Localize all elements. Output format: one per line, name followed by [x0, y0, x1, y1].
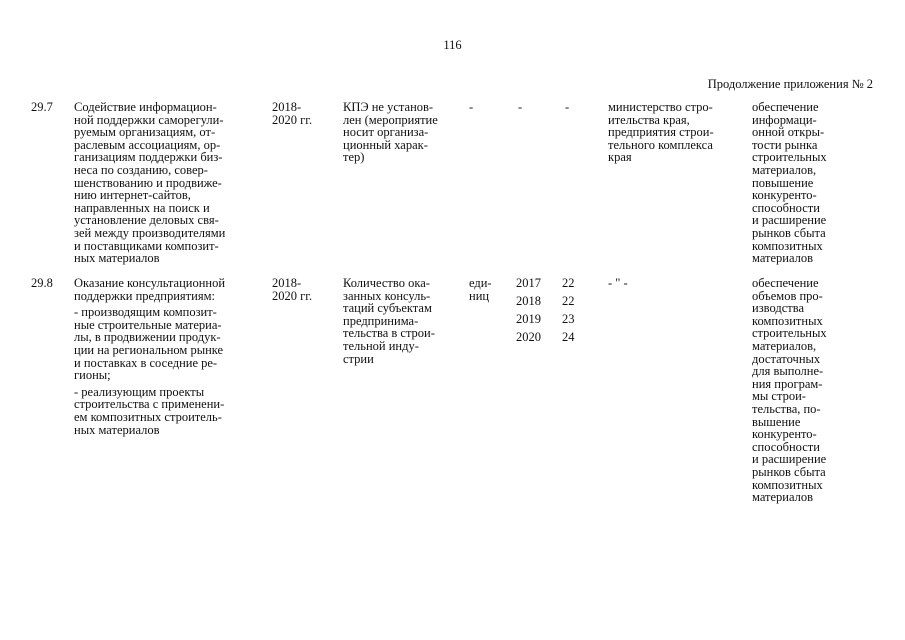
- list-value: 24: [562, 330, 575, 344]
- appendix-continuation-note: Продолжение приложения № 2: [707, 77, 873, 91]
- text-line: лен (мероприятие: [343, 112, 438, 127]
- measure-name-paragraph: [74, 277, 264, 302]
- text-line: строительных: [752, 150, 827, 165]
- list-value: 2020: [516, 330, 541, 344]
- target-value: -: [565, 100, 570, 114]
- target-year: -: [518, 100, 523, 114]
- text-line: направленных на поиск и: [74, 200, 210, 215]
- text-line: ные строительные материа-: [74, 317, 222, 332]
- text-line: тельной инду-: [343, 338, 419, 353]
- text-line: - реализующим проекты: [74, 384, 205, 399]
- text-line: ционный харак-: [343, 137, 428, 152]
- text-line: зей между производителями: [74, 225, 226, 240]
- text-line: рынков сбыта: [752, 225, 826, 240]
- list-value: 23: [562, 312, 575, 326]
- text-line: конкуренто-: [752, 427, 817, 442]
- text-line: тельства в строи-: [343, 326, 435, 341]
- text-line: объемов про-: [752, 288, 823, 303]
- row-number: 29.8: [31, 276, 53, 290]
- text-line: мы строи-: [752, 389, 806, 404]
- text-line: тости рынка: [752, 137, 818, 152]
- text-line: конкуренто-: [752, 188, 817, 203]
- expected-result: [752, 101, 882, 265]
- text-line: информаци-: [752, 112, 817, 127]
- list-value: 22: [562, 294, 575, 308]
- text-line: ния програм-: [752, 376, 823, 391]
- text-line: способности: [752, 439, 820, 454]
- text-line: Оказание консультационной: [74, 276, 226, 290]
- text-line: носит организа-: [343, 125, 429, 140]
- text-line: и поставках в соседние ре-: [74, 355, 218, 370]
- executor: [608, 101, 738, 164]
- unit: -: [469, 100, 474, 114]
- text-line: материалов: [752, 251, 814, 266]
- text-line: ем композитных строитель-: [74, 409, 222, 424]
- list-value: 2019: [516, 312, 541, 326]
- text-line: вышение: [752, 414, 801, 429]
- text-line: нию интернет-сайтов,: [74, 188, 191, 203]
- implementation-period: [272, 101, 336, 126]
- text-line: 2018-: [272, 100, 302, 114]
- text-line: предприятия строи-: [608, 125, 714, 140]
- text-line: неса по созданию, совер-: [74, 162, 208, 177]
- text-line: края: [608, 150, 632, 165]
- text-line: таций субъектам: [343, 301, 432, 316]
- text-line: ниц: [469, 288, 490, 303]
- text-line: установление деловых свя-: [74, 213, 219, 228]
- text-line: обеспечение: [752, 276, 819, 290]
- text-line: ганизациям поддержки биз-: [74, 150, 223, 165]
- text-line: и расширение: [752, 213, 827, 228]
- text-line: - производящим композит-: [74, 305, 217, 320]
- measure-name-paragraph: [74, 386, 264, 436]
- text-line: гионы;: [74, 368, 111, 383]
- text-line: тельного комплекса: [608, 137, 713, 152]
- text-line: и поставщиками композит-: [74, 238, 219, 253]
- text-line: поддержки предприятиям:: [74, 288, 215, 303]
- text-line: обеспечение: [752, 100, 819, 114]
- list-value: 2017: [516, 276, 541, 290]
- text-line: материалов,: [752, 162, 817, 177]
- text-line: 2020 гг.: [272, 112, 313, 127]
- text-line: лы, в продвижении продук-: [74, 330, 221, 345]
- indicator: [343, 101, 461, 164]
- text-line: материалов: [752, 490, 814, 505]
- text-line: достаточных: [752, 351, 821, 366]
- unit: [469, 277, 509, 302]
- text-line: Содействие информацион-: [74, 100, 217, 114]
- text-line: строительных: [752, 326, 827, 341]
- text-line: способности: [752, 200, 820, 215]
- text-line: ных материалов: [74, 251, 160, 266]
- target-years: [516, 274, 550, 346]
- measure-name: [74, 277, 264, 436]
- expected-result: [752, 277, 882, 504]
- text-line: онной откры-: [752, 125, 825, 140]
- text-line: рынков сбыта: [752, 464, 826, 479]
- text-line: материалов,: [752, 338, 817, 353]
- indicator: [343, 277, 461, 365]
- text-line: изводства: [752, 301, 804, 316]
- text-line: 2018-: [272, 276, 302, 290]
- text-line: тер): [343, 150, 365, 165]
- text-line: для выполне-: [752, 364, 824, 379]
- text-line: министерство стро-: [608, 100, 713, 114]
- text-line: еди-: [469, 276, 492, 290]
- text-line: шенствованию и продвиже-: [74, 175, 222, 190]
- text-line: стрии: [343, 351, 374, 366]
- text-line: раслевым ассоциациям, ор-: [74, 137, 221, 152]
- page-number: 116: [443, 38, 462, 52]
- text-line: повышение: [752, 175, 814, 190]
- text-line: композитных: [752, 238, 823, 253]
- text-line: композитных: [752, 313, 823, 328]
- list-value: 22: [562, 276, 575, 290]
- implementation-period: [272, 277, 336, 302]
- measure-name-paragraph: [74, 306, 264, 382]
- text-line: ной поддержки саморегули-: [74, 112, 224, 127]
- measure-name: [74, 101, 264, 265]
- text-line: 2020 гг.: [272, 288, 313, 303]
- text-line: ительства края,: [608, 112, 690, 127]
- text-line: занных консуль-: [343, 288, 431, 303]
- text-line: ции на региональном рынке: [74, 342, 224, 357]
- target-values: [562, 274, 592, 346]
- text-line: композитных: [752, 477, 823, 492]
- text-line: и расширение: [752, 452, 827, 467]
- text-line: тельства, по-: [752, 401, 821, 416]
- text-line: ных материалов: [74, 422, 160, 437]
- text-line: предпринима-: [343, 313, 419, 328]
- row-number: 29.7: [31, 100, 53, 114]
- list-value: 2018: [516, 294, 541, 308]
- text-line: КПЭ не установ-: [343, 100, 434, 114]
- text-line: руемым организациям, от-: [74, 125, 216, 140]
- executor: - " -: [608, 276, 628, 290]
- text-line: Количество ока-: [343, 276, 430, 290]
- text-line: строительства с применени-: [74, 397, 225, 412]
